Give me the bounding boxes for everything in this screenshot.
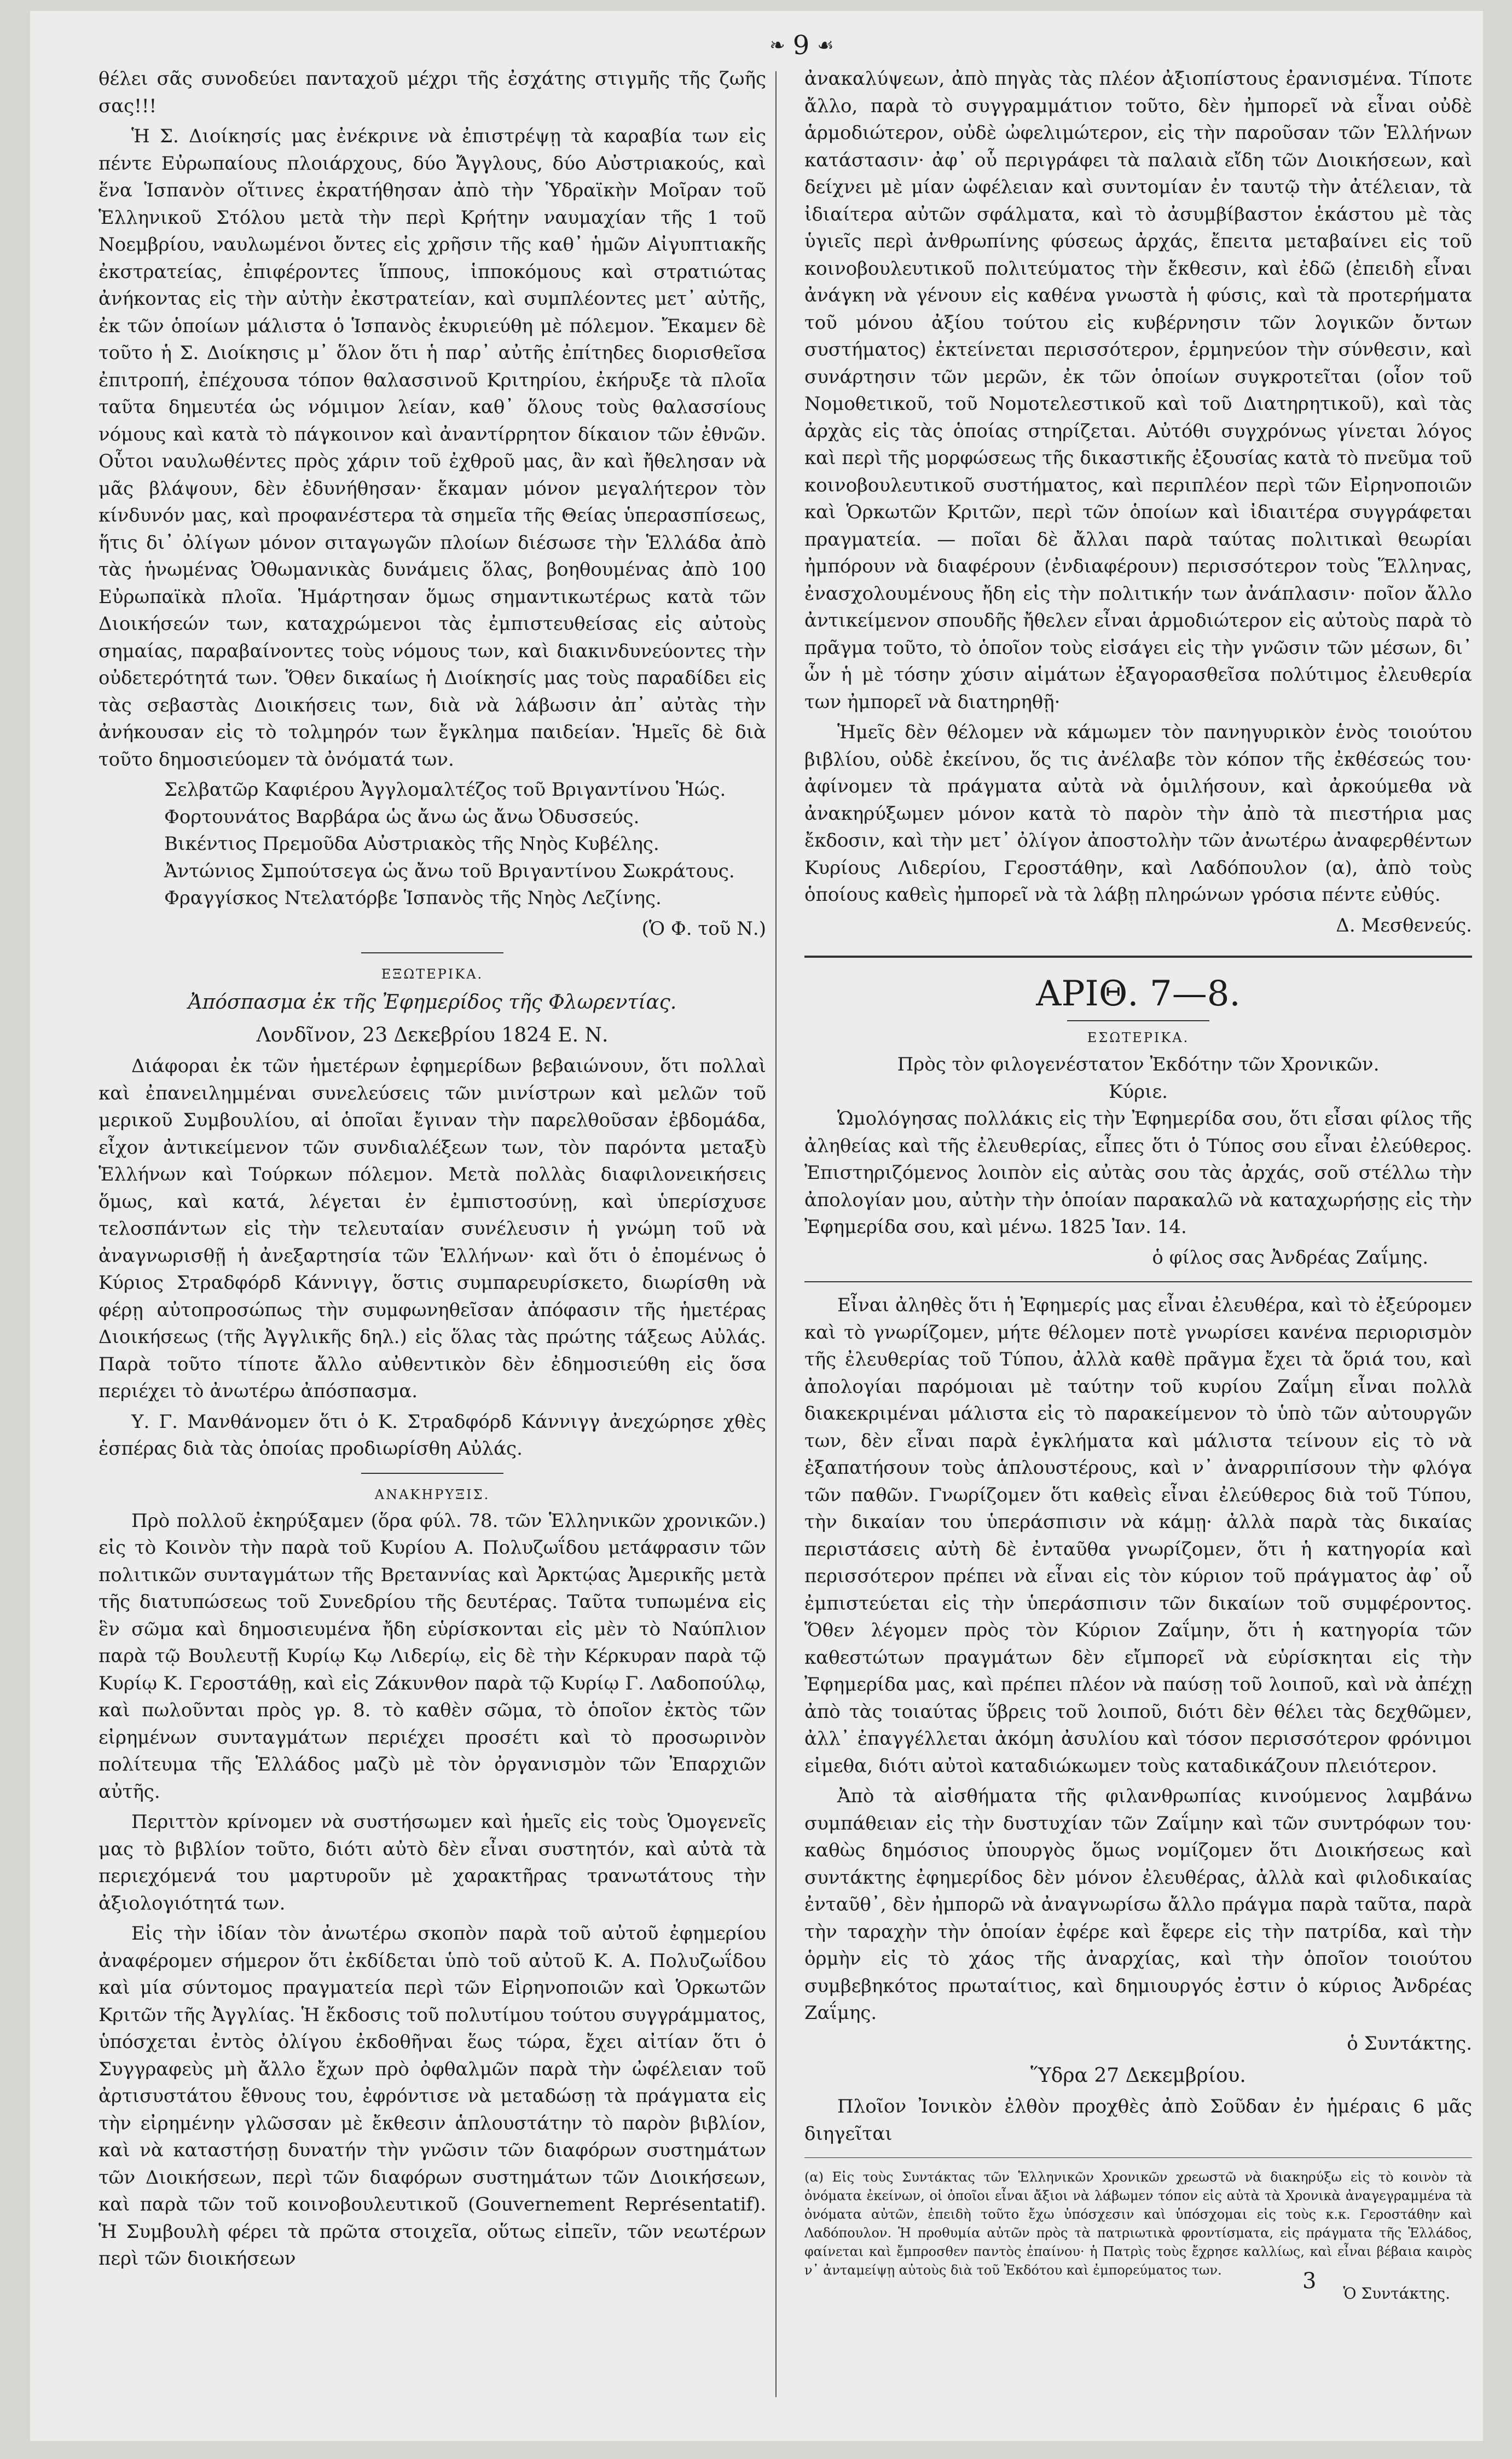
newspaper-page [30, 11, 1483, 2441]
paragraph: Υ. Γ. Μανθάνομεν ὅτι ὁ Κ. Στραδφόρδ Κάννιγγ ἀνεχώρησε χθὲς ἑσπέρας διὰ τὰς ὁποίας προδιωρίσθη Αὐλάς. [99, 1410, 766, 1460]
paragraph: Ἡ Σ. Διοίκησίς μας ἐνέκρινε νὰ ἐπιστρέψῃ τὰ καραβία των εἰς πέντε Εὐρωπαίους πλοιάρχους, δύο Ἄγγλους, δύο Αὐστριακούς, καὶ ἕνα Ἱσπανὸν οἵτινες ἐκρατήθησαν ἀπὸ τὴν Ὑδραϊκὴν Μοῖραν τοῦ Ἑλληνικοῦ Στόλου μετὰ τὴν περὶ Κρήτην ναυμαχίαν τῆς 1 τοῦ Νοεμβρίου, ναυλωμένοι ὄντες εἰς χρῆσιν τῆς καθ᾿ ἡμῶν Αἰγυπτιακῆς ἐκστρατείας, ἐπιφέροντες ἵππους, ἱπποκόμους καὶ στρατιώτας ἀνήκοντας εἰς τὴν αὐτὴν ἐκστρατείαν, καὶ συμπλέοντες μετ᾿ αὐτῆς, ἐκ τῶν ὁποίων μάλιστα ὁ Ἱσπανὸς ἐκυριεύθη μὲ πόλεμον. Ἔκαμεν δὲ τοῦτο ἡ Σ. Διοίκησις μ᾿ ὅλον ὅτι ἡ παρ᾿ αὐτῆς ἐπίτηδες διορισθεῖσα ἐπιτροπή, ἐπέχουσα τόπον θαλασσινοῦ Κριτηρίου, ἐκήρυξε τὰ πλοῖα ταῦτα δημευτέα ὡς νόμιμον λείαν, καθ᾿ ὅλους τοὺς θαλασσίους νόμους καὶ κατὰ τὸ πάγκοινον καὶ ἀναντίρρητον δίκαιον τῶν ἐθνῶν. Οὗτοι ναυλωθέντες πρὸς χάριν τοῦ ἐχθροῦ μας, ἂν καὶ ἤθελησαν νὰ μᾶς βλάψουν, δὲν ἐδυνήθησαν· ἔκαμαν μόνον μεγαλήτερον τὸν κίνδυνόν μας, καὶ προφανέστερα τὰ σημεῖα τῆς Θείας ὑπερασπίσεως, ἥτις δι᾿ ὀλίγων μόνον σιταγωγῶν πλοίων διέσωσε τὴν Ἑλλάδα ἀπὸ τὰς ἡνωμένας Ὀθωμανικὰς δυνάμεις ὅλας, βοηθουμένας ἀπὸ 100 Εὐρωπαϊκὰ πλοῖα. Ἡμάρτησαν ὅμως σημαντικωτέρως κατὰ τῶν Διοικήσεών των, καταχρώμενοι τὰς ἐμπιστευθείσας εἰς αὐτοὺς σημαίας, παραβαίνοντες τοὺς νόμους των, καὶ διακινδυνεύοντες τὴν οὐδετερότητά των. Ὅθεν δικαίως ἡ Διοίκησίς μας τοὺς παραδίδει εἰς τὰς σεβαστὰς Διοικήσεις των, διὰ νὰ λάβωσιν ἀπ᾿ αὐτὰς τὴν ἀνήκουσαν εἰς τὸ τολμηρόν των ἔγκλημα παιδείαν. Ἡμεῖς δὲ διὰ τοῦτο δημοσιεύομεν τὰ ὀνόματά των. [99, 125, 766, 771]
paragraph [99, 1920, 766, 2273]
page-header [736, 26, 867, 65]
section-heading: ΕΣΩΤΕΡΙΚΑ. [1087, 1030, 1190, 1045]
paragraph: ἀνακαλύψεων, ἀπὸ πηγὰς τὰς πλέον ἀξιοπίστους ἐρανισμένα. Τίποτε ἄλλο, παρὰ τὸ συγγραμμάτιον τοῦτο, δὲν ἠμπορεῖ νὰ εἶναι οὐδὲ ἁρμοδιώτερον, οὐδὲ ὠφελιμώτερον, εἰς τὴν παροῦσαν τῶν Ἑλλήνων κατάστασιν· ἀφ᾿ οὗ περιγράφει τὰ παλαιὰ εἴδη τῶν Διοικήσεων, καὶ δείχνει μὲ μίαν ὠφέλειαν καὶ συντομίαν ἐν ταυτῷ τὴν ἀτέλειαν, τὰ ἰδιαίτερα αὐτῶν σφάλματα, καὶ τὸ ἀσυμβίβαστον ἑκάστου μὲ τὰς ὑγιεῖς περὶ ἀνθρωπίνης φύσεως ἀρχάς, ἔπειτα μεταβαίνει εἰς τοῦ κοινοβουλευτικοῦ πολιτεύματος τὴν ἔκθεσιν, καὶ ἐδῶ (ἐπειδὴ εἶναι ἀνάγκη νὰ γένουν εἰς καθένα γνωστὰ ἡ φύσις, καὶ τὰ προτερήματα τοῦ μόνου ἀξίου τούτου εἰς κυβέρνησιν τῶν λογικῶν ὄντων συστήματος) ἐκτείνεται περισσότερον, ἑρμηνεύον τὴν σύνθεσιν, καὶ συνάρτησιν τῶν μερῶν, ἐκ τῶν ὁποίων συγκροτεῖται (οἷον τοῦ Νομοθετικοῦ, τοῦ Νομοτελεστικοῦ καὶ τοῦ Διατηρητικοῦ), καὶ τὰς ἀρχὰς εἰς τὰς ὁποίας στηρίζεται. Αὐτόθι συγχρόνως γίνεται λόγος καὶ περὶ τῆς μορφώσεως τῆς δικαστικῆς ἐξουσίας κατὰ τὸ πνεῦμα τοῦ κοινοβουλευτικοῦ συστήματος, καὶ περιπλέον περὶ τῶν Εἰρηνοποιῶν καὶ Ὁρκωτῶν Κριτῶν, περὶ τῶν ὁποίων καὶ ἰδιαιτέρα συγγράφεται πραγματεία. — ποῖαι δὲ ἄλλαι παρὰ ταύτας πολιτικαὶ θεωρίαι ἠμπόρουν νὰ διαφέρουν (ἐνδιαφέρουν) περισσότερον τοὺς Ἕλληνας, ἐνασχολουμένους ἤδη εἰς τὴν πολιτικήν των ἀνάπλασιν· ποῖον ἄλλο ἀντικείμενον σπουδῆς ἤθελεν εἶναι ἁρμοδιώτερον εἰς αὐτοὺς παρὰ τὸ πρᾶγμα τοῦτο, τὸ ὁποῖον τοὺς εἰσάγει εἰς τὴν γνῶσιν τῶν μέσων, δι᾿ ὧν ἡ μὲ τόσην χύσιν αἱμάτων ἐξαγορασθεῖσα πολύτιμος ἐλευθερία των ἠμπορεῖ νὰ διατηρηθῇ· [804, 68, 1472, 713]
divider [361, 952, 503, 953]
footnote-signature: Ὁ Συντάκτης. [1343, 2284, 1450, 2302]
signature: ὁ Συντάκτης. [1347, 2032, 1472, 2055]
ornament-right-icon: ☙ [817, 34, 834, 56]
paragraph: Πρὸ πολλοῦ ἐκηρύξαμεν (ὅρα φύλ. 78. τῶν Ἑλληνικῶν χρονικῶν.) εἰς τὸ Κοινὸν τὴν παρὰ τοῦ Κυρίου Α. Πολυζωΐδου μετάφρασιν τῶν πολιτικῶν συνταγμάτων τῆς Βρεταννίας καὶ Ἀρκτῴας Ἀμερικῆς μετὰ τῆς διατυπώσεως τοῦ Συνεδρίου τῆς δευτέρας. Ταῦτα τυπωμένα εἰς ἓν σῶμα καὶ δημοσιευμένα ἤδη εὑρίσκονται εἰς μὲν τὸ Ναύπλιον παρὰ τῷ Βουλευτῇ Κυρίῳ Κῳ Λιδερίῳ, εἰς δὲ τὴν Κέρκυραν παρὰ τῷ Κυρίῳ Κ. Γεροστάθῃ, καὶ εἰς Ζάκυνθον παρὰ τῷ Κυρίῳ Γ. Λαδοπούλῳ, καὶ πωλοῦνται πρὸς γρ. 8. τὸ καθὲν σῶμα, τὸ ὁποῖον ἐκτὸς τῶν εἰρημένων συνταγμάτων περιέχει προσέτι καὶ τὸ προσωρινὸν πολίτευμα τῆς Ἑλλάδος μαζὺ μὲ τὸν ὀργανισμὸν τῶν Ἐπαρχιῶν αὐτῆς. [99, 1509, 766, 1803]
divider [804, 956, 1472, 958]
ornament-left-icon: ❧ [769, 34, 785, 56]
sheet-number: 3 [1302, 2269, 1317, 2294]
right-column [804, 66, 1472, 2305]
divider [1067, 1020, 1209, 1021]
section-subtitle: Ἀπόσπασμα ἐκ τῆς Ἐφημερίδος τῆς Φλωρεντίας. [188, 991, 677, 1014]
paragraph: Ἡμεῖς δὲν θέλομεν νὰ κάμωμεν τὸν πανηγυρικὸν ἑνὸς τοιούτου βιβλίου, οὐδὲ ἐκείνου, ὅς τις ἀνέλαβε τὸν κόπον τῆς ἐκθέσεώς του· ἀφίνομεν τὰ πράγματα αὐτὰ νὰ ὁμιλήσουν, καὶ ἀρκούμεθα νὰ ἀνακηρύξωμεν μόνον κατὰ τὸ παρὸν τὴν ἀπὸ τὰ πιεστήρια μας ἔκδοσιν, καὶ τὴν μετ᾿ ὀλίγον ἀποστολὴν τῶν ἀνωτέρω ἀναφερθέντων Κυρίους Λιδερίου, Γεροστάθην, καὶ Λαδόπουλον (α), ἀπὸ τοὺς ὁποίους καθεὶς ἠμπορεῖ νὰ τὰ λάβῃ πληρώνων γρόσια πέντε εὐθύς. [804, 721, 1472, 906]
paragraph: Ὡμολόγησας πολλάκις εἰς τὴν Ἐφημερίδα σου, ὅτι εἶσαι φίλος τῆς ἀληθείας καὶ τῆς ἐλευθερίας, εἶπες ὅτι ὁ Τύπος σου εἶναι ἐλεύθερος. Ἐπιστηριζόμενος λοιπὸν εἰς αὐτὰς σου τὰς ἀρχάς, σοῦ στέλλω τὴν ἀπολογίαν μου, αὐτὴν τὴν ὁποίαν παρακαλῶ νὰ καταχωρήσῃς εἰς τὴν Ἐφημερίδα σου, καὶ μένω. 1825 Ἰαν. 14. [804, 1108, 1472, 1238]
footnote: (α) Εἰς τοὺς Συντάκτας τῶν Ἑλληνικῶν Χρονικῶν χρεωστῶ νὰ διακηρύξω εἰς τὸ κοινὸν τὰ ὀνόματα ἐκείνων, οἱ ὁποῖοι εἶναι ἄξιοι νὰ λάβωμεν τόπον εἰς αὐτὰ τὰ Χρονικὰ ἀναγεγραμμένα τὰ ὀνόματα αὐτῶν, ἐπειδὴ τοῦτο ἔχω ὑπόσχεσιν καὶ ὑπόσχομαι εἰς τοὺς κ.κ. Γεροστάθην καὶ Λαδόπουλον. Ἡ προθυμία αὐτῶν πρὸς τὰ πατριωτικὰ φροντίσματα, εἰς πράγματα τῆς Ἑλλάδος, φαίνεται καὶ ἔμπροσθεν παντὸς ἐπαίνου· ἡ Πατρὶς τοὺς ἔχρησε καλλίως, καὶ εἶναι βέβαια καιρὸς ν᾿ ἀνταμείψῃ αὐτοὺς διὰ τοῦ Ἐκδότου καὶ ἐμπορεύματος των. [804, 2169, 1472, 2278]
list-item: Ἀντώνιος Σμπούτσεγα ὡς ἄνω τοῦ Βριγαντίνου Σωκράτους. [164, 860, 735, 882]
list-item: Φορτουνάτος Βαρβάρα ὡς ἄνω ὡς ἄνω Ὀδυσσεύς. [164, 806, 640, 828]
page-number: 9 [792, 30, 810, 61]
signature: Δ. Μεσθενεύς. [1336, 914, 1472, 936]
ship-captain-list [99, 777, 766, 912]
paragraph: Διάφοραι ἐκ τῶν ἡμετέρων ἐφημερίδων βεβαιώνουν, ὅτι πολλαὶ καὶ ἐπανειλημμέναι συνελεύσεις τῶν μινίστρων καὶ μελῶν τοῦ μερικοῦ Συμβουλίου, αἱ ὁποῖαι ἔγιναν τὴν παρελθοῦσαν ἑβδομάδα, εἶχον ἀντικείμενον τῶν συνδιαλέξεων των, τὸν παρόντα μεταξὺ Ἑλλήνων καὶ Τούρκων πόλεμον. Μετὰ πολλὰς διαφιλονεικήσεις ὅμως, καὶ κατά, λέγεται ἐν ἐμπιστοσύνῃ, καὶ ὑπερίσχυσε τελοσπάντων εἰς τὴν τελευταίαν συνέλευσιν ἡ γνώμη τοῦ νὰ ἀναγνωρισθῇ ἡ ἀνεξαρτησία τῶν Ἑλλήνων· καὶ ὅτι ὁ ἐπομένως ὁ Κύριος Στραδφόρδ Κάννιγγ, ὅστις συμπαρευρίσκετο, διωρίσθη νὰ φέρῃ αὐτοπροσώπως τὴν συμφωνηθεῖσαν ἀπόφασιν τῆς ἡμετέρας Διοικήσεως (τῆς Ἀγγλικῆς δηλ.) εἰς ὅλας τὰς πρώτης τάξεως Αὐλάς. Παρὰ τοῦτο τίποτε ἄλλο αὐθεντικὸν δὲν ἐδημοσιεύθη εἰς ὅσα περιέχει τὸ ἀνωτέρω ἀπόσπασμα. [99, 1055, 766, 1402]
section-heading: ΑΝΑΚΗΡΥΞΙΣ. [374, 1486, 490, 1502]
left-column [99, 66, 766, 2276]
dateline: Λονδῖνον, 23 Δεκεβρίου 1824 Ε. Ν. [256, 1024, 609, 1046]
list-item: Βικέντιος Πρεμοῦδα Αὐστριακὸς τῆς Νηὸς Κυβέλης. [164, 833, 659, 855]
salutation: Κύριε. [1109, 1081, 1168, 1103]
paragraph: Περιττὸν κρίνομεν νὰ συστήσωμεν καὶ ἡμεῖς εἰς τοὺς Ὁμογενεῖς μας τὸ βιβλίον τοῦτο, διότι αὐτὸ δὲν εἶναι συστητόν, καὶ αὐτὰ τὰ περιεχόμενά του μαρτυροῦν μὲ χαρακτῆρας τρανωτάτους τὴν ἀξιολογιότητά των. [99, 1811, 766, 1914]
list-item: Σελβατῶρ Καφιέρου Ἀγγλομαλτέζος τοῦ Βριγαντίνου Ἡώς. [164, 779, 726, 801]
divider [804, 1281, 1472, 1282]
paragraph: Πλοῖον Ἰονικὸν ἐλθὸν προχθὲς ἀπὸ Σοῦδαν ἐν ἡμέραις 6 μᾶς διηγεῖται [804, 2096, 1472, 2145]
paragraph: θέλει σᾶς συνοδεύει πανταχοῦ μέχρι τῆς ἐσχάτης στιγμῆς τῆς ζωῆς σας!!! [99, 68, 766, 117]
signature: ὁ φίλος σας Ἀνδρέας Ζαΐμης. [1152, 1246, 1428, 1269]
paragraph-text: Ἡ Συμβουλὴ φέρει τὰ πρῶτα στοιχεῖα, οὕτως εἰπεῖν, τῶν νεωτέρων περὶ τῶν διοικήσεων [99, 2220, 766, 2270]
section-heading: ΕΞΩΤΕΡΙΚΑ. [381, 967, 484, 982]
divider [361, 1473, 503, 1474]
divider [804, 2157, 1472, 2158]
paragraph: Εἶναι ἀληθὲς ὅτι ἡ Ἐφημερίς μας εἶναι ἐλευθέρα, καὶ τὸ ἐξεύρομεν καὶ τὸ γνωρίζομεν, μήτε θέλομεν ποτὲ γνωρίσει κανένα περιορισμὸν τῆς ἐλευθερίας τοῦ Τύπου, ἀλλὰ καθὲ πρᾶγμα ἔχει τὰ ὅριά του, καὶ ἀπολογίαι παρόμοιαι μὲ ταύτην τοῦ κυρίου Ζαΐμη εἶναι πολλὰ διακεκριμέναι μάλιστα εἰς τὸ παρακείμενον τὸ ὑπὸ τῶν αὐτουργῶν των, δὲν εἶναι παρὰ ἐγκλήματα καὶ μάλιστα τείνουν εἰς τὸ νὰ ἐξαπατήσουν τοὺς ἁπλουστέρους, καὶ ν᾿ ἀναρριπίσουν τὴν φλόγα τῶν παθῶν. Γνωρίζομεν ὅτι καθεὶς εἶναι ἐλεύθερος διὰ τοῦ Τύπου, τὴν δικαίαν του ὑπεράσπισιν νὰ κάμῃ· ἀλλὰ παρὰ τὰς δικαίας περιστάσεις αὐτὴ δὲ ἐνταῦθα γνωρίζομεν, ὅτι ἡ κατηγορία καὶ περισσότερον πρέπει νὰ εἶναι εἰς τὸν κύριον τοῦ πράγματος ἀφ᾿ οὗ ἐμπιστεύεται εἰς τὴν ὑπεράσπισιν τῶν δικαίων τοῦ συμφέροντος. Ὅθεν λέγομεν πρὸς τὸν Κύριον Ζαΐμην, ὅτι ἡ κατηγορία τῶν καθεστώτων πραγμάτων δὲν εἴμπορεῖ νὰ εὑρίσκηται εἰς τὴν Ἐφημερίδα μας, καὶ πρέπει πλέον νὰ παύσῃ τοῦ λοιποῦ, καὶ νὰ ἀπέχῃ ἀπὸ τὰς τοιαύτας ὕβρεις τοῦ λοιποῦ, διότι δὲν θέλει τὰς δεχθῶμεν, ἀλλ᾿ ἐπαγγέλλεται ἀκόμη ἀσυλίου καὶ τόσον περισσότερον φρόνιμοι εἰμεθα, διότι αὐτοὶ καταδιώκωμεν τοὺς καταδικάζουν πλειότερον. [804, 1294, 1472, 1777]
paragraph-text: Εἰς τὴν ἰδίαν τὸν ἀνωτέρω σκοπὸν παρὰ τοῦ αὐτοῦ ἐφημερίου ἀναφέρομεν σήμερον ὅτι ἐκδίδεται ὑπὸ τοῦ αὐτοῦ Κ. Α. Πολυζωΐδου καὶ μία σύντομος πραγματεία περὶ τῶν Εἰρηνοποιῶν καὶ Ὁρκωτῶν Κριτῶν τῆς Ἀγγλίας. Ἡ ἔκδοσις τοῦ πολυτίμου τούτου συγγράμματος, ὑπόσχεται ἐντὸς ὀλίγου ἐκδοθῆναι ἕως τώρα, ἔχει αἰτίαν ὅτι ὁ Συγγραφεὺς μὴ ἄλλο ἔχων πρὸ ὀφθαλμῶν παρὰ τὴν ὠφέλειαν τοῦ ἀρτισυστάτου ἔθνους του, ἐφρόντισε νὰ μεταδώσῃ τὰ πράγματα εἰς τὴν εἰρημένην γλῶσσαν μὲ ἔκθεσιν ἁπλουστάτην τὸ παρὸν βιβλίον, καὶ νὰ καταστήσῃ δυνατήν τὴν γνῶσιν τῶν διαφόρων συστημάτων τῶν Διοικήσεων, περὶ τῶν διαφόρων συστημάτων τῶν Διοικήσεων, καὶ παρὰ τῶν τοῦ κοινοβουλευτικοῦ [99, 1923, 766, 2215]
column-divider [775, 71, 777, 2397]
signature: (Ὁ Φ. τοῦ Ν.) [641, 917, 766, 940]
french-term: (Gouvernement Représentatif). [468, 2194, 766, 2215]
list-item: Φραγγίσκος Ντελατόρβε Ἱσπανὸς τῆς Νηὸς Λεζίνης. [164, 887, 662, 909]
paragraph: Ἀπὸ τὰ αἰσθήματα τῆς φιλανθρωπίας κινούμενος λαμβάνω συμπάθειαν εἰς τὴν δυστυχίαν τῶν Ζαΐμην καὶ τῶν συντρόφων του· καθὼς δημόσιος ὑπουργὸς ὅμως νομίζομεν ὅτι Διοικήσεως καὶ συντάκτης ἐφημερίδος δὲν μόνον ἐλευθέρας, ἀλλὰ καὶ φιλοδικαίας ἐνταῦθ᾿, δὲν ἠμπορῶ νὰ ἀναγνωρίσω ἄλλο πράγμα παρὰ ταῦτα, παρὰ τὴν ταραχὴν τὴν ὁποίαν ἐφέρε καὶ ἔφερε εἰς τὴν πατρίδα, καὶ τὴν ὁρμὴν εἰς τὸ χάος τῆς ἀναρχίας, καὶ τὴν ὁποῖον τοιούτου συμβεβηκότος πρωταίτιος, καὶ δημιουργός ἐστιν ὁ κύριος Ἀνδρέας Ζαΐμης. [804, 1785, 1472, 2024]
issue-number: ΑΡΙΘ. 7—8. [1036, 974, 1241, 1014]
letter-addressee: Πρὸς τὸν φιλογενέστατον Ἐκδότην τῶν Χρονικῶν. [897, 1054, 1380, 1075]
dateline: Ὕδρα 27 Δεκεμβρίου. [1030, 2064, 1246, 2087]
